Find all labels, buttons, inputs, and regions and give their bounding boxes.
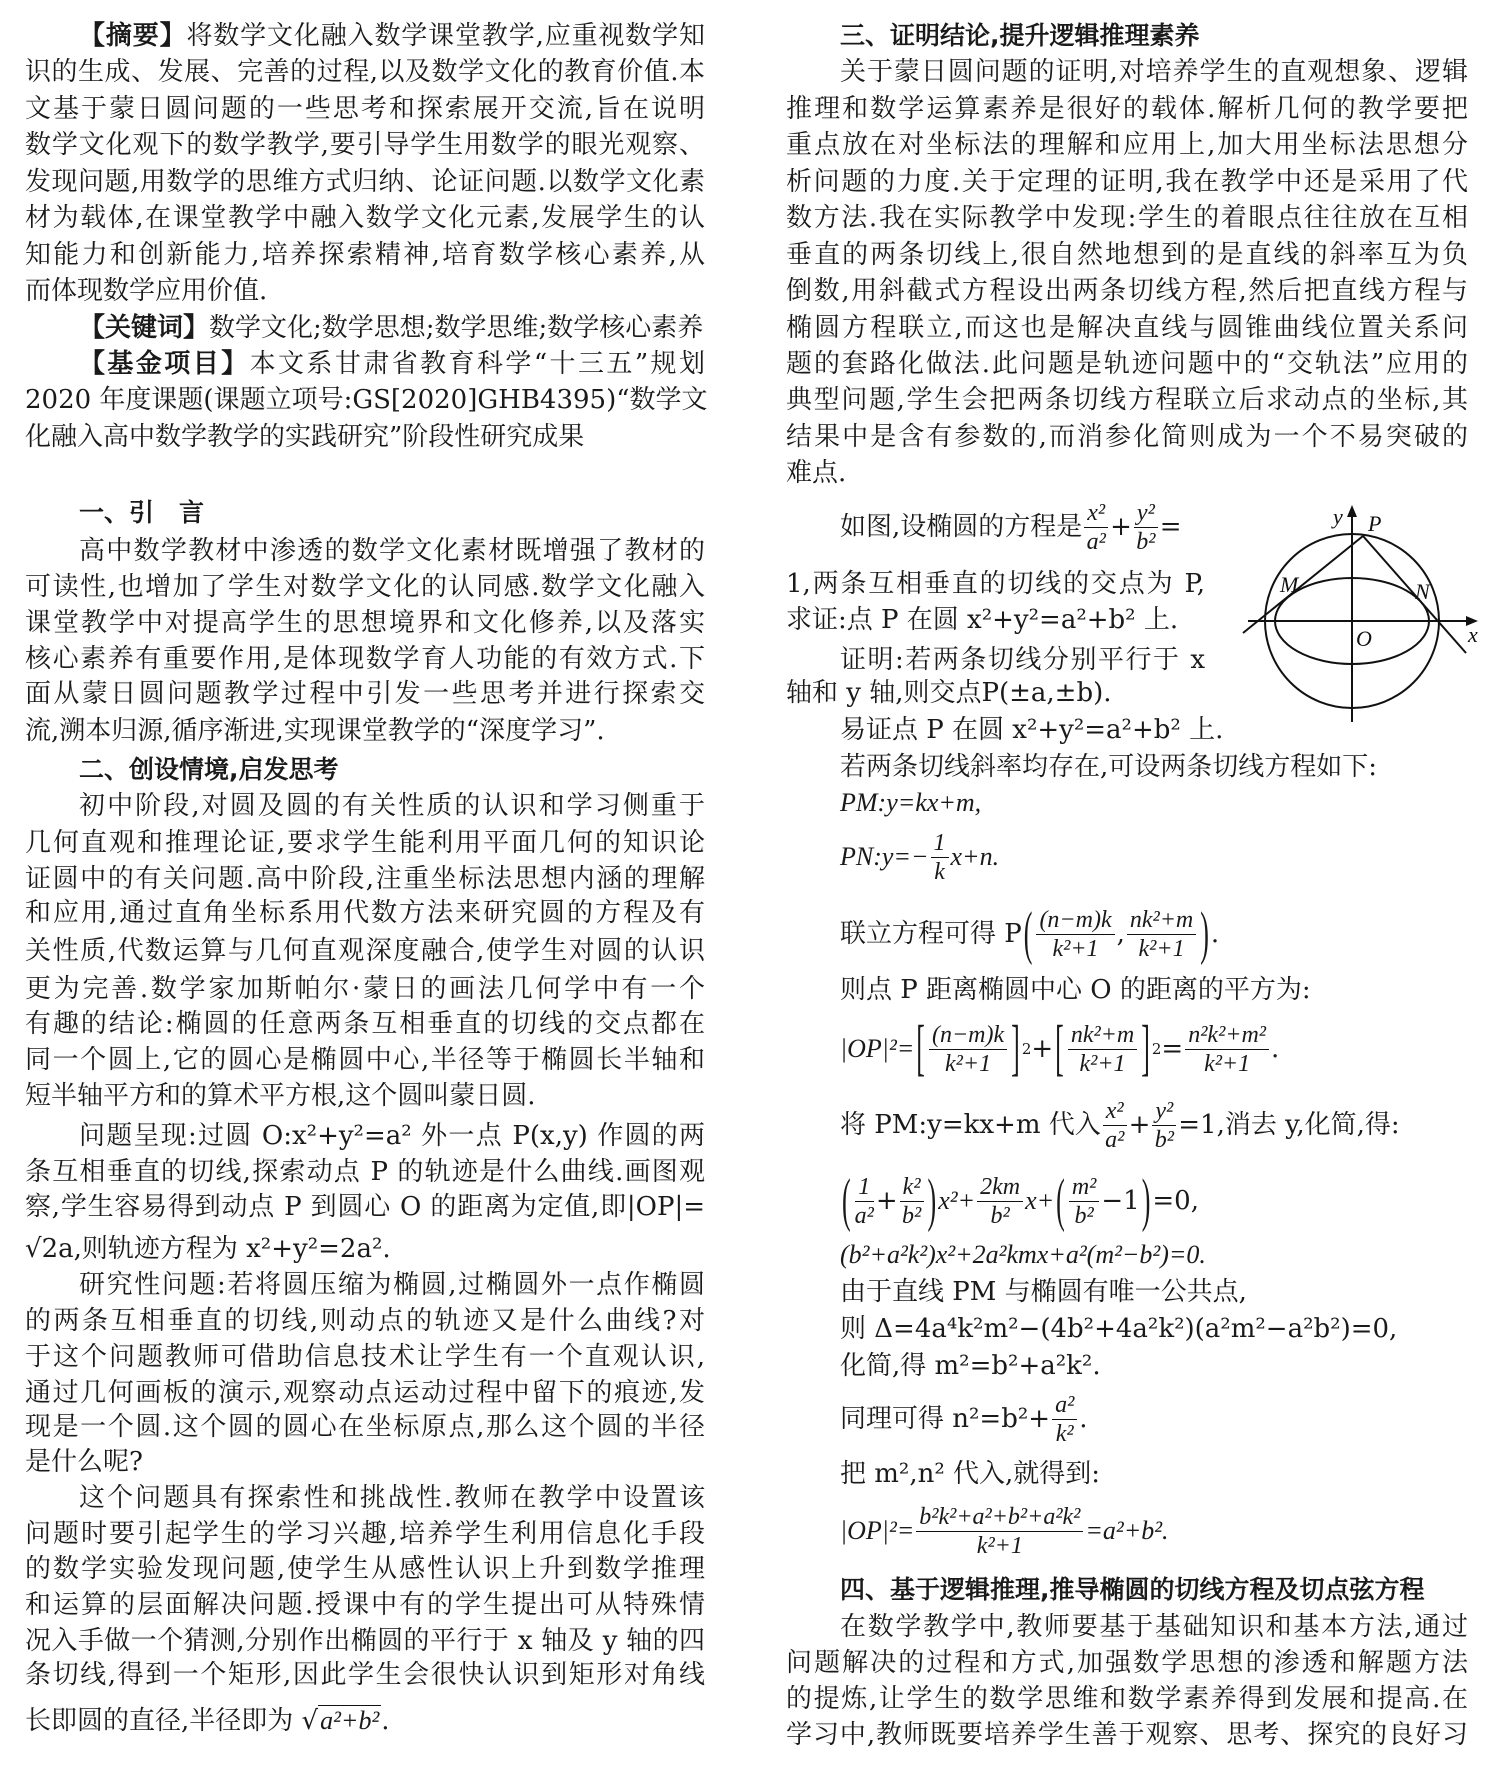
text-line: 条切线,得到一个矩形,因此学生会很快认识到矩形对角线	[25, 1660, 705, 1690]
text-line: 典型问题,学生会把两条切线方程联立后求动点的坐标,其	[786, 385, 1468, 415]
fund-line: 2020 年度课题(课题立项号:GS[2020]GHB4395)“数学文	[25, 385, 708, 415]
text-line: 求证:点 P 在圆 x²+y²=a²+b² 上.	[786, 605, 1179, 635]
fraction: nk²+m k²+1	[1127, 906, 1196, 963]
text-line: 的提炼,让学生的数学思维和数学素养得到发展和提高.在	[786, 1684, 1468, 1714]
text-line: 察,学生容易得到动点 P 到圆心 O 的距离为定值,即|OP|=	[25, 1192, 705, 1222]
text-line: 面从蒙日圆问题教学过程中引发一些思考并进行探索交	[25, 679, 705, 709]
text-line: 高中数学教材中渗透的数学文化素材既增强了教材的	[79, 536, 705, 566]
abstract-line: 数学文化观下的数学教学,要引导学生用数学的眼光观察、	[25, 130, 705, 160]
text-line: 倒数,用斜截式方程设出两条切线方程,然后把直线方程与	[786, 276, 1468, 306]
section-heading-3: 三、证明结论,提升逻辑推理素养	[840, 21, 1200, 50]
label-n: N	[1415, 579, 1430, 604]
text-line: 初中阶段,对圆及圆的有关性质的认识和学习侧重于	[79, 791, 705, 821]
keywords-label: 【关键词】	[79, 313, 210, 343]
text-line: 重点放在对坐标法的理解和应用上,加大用坐标法思想分	[786, 130, 1468, 160]
fraction: nk²+m k²+1	[1068, 1021, 1137, 1078]
text-line: 况入手做一个猜测,分别作出椭圆的平行于 x 轴及 y 轴的四	[25, 1626, 705, 1656]
fraction: $\frac{\text{n²k²+m²}}{\text{k²+1}}$	[1185, 1021, 1269, 1078]
text-line: 的两条互相垂直的切线,则动点的轨迹又是什么曲线?对	[25, 1306, 705, 1336]
fraction: 1 a²	[854, 1173, 874, 1229]
formula-line: 同理可得 n²=b²+ $\frac{\text{a²}}{\text{k²}}$ .	[840, 1391, 1088, 1447]
fraction: (n−m)k k²+1	[929, 1021, 1007, 1078]
fraction: $\frac{2km}{\text{b²}}$	[977, 1173, 1023, 1230]
formula-line: |OP|²= [ (n−m)k k²+1 ] 2 + [ nk²+m k²+1 ] 2 = $\frac{\text{n²k²+m²}}{\text{k²+1}}$ .	[840, 1013, 1280, 1083]
text-line: 是什么呢?	[25, 1447, 143, 1477]
text-line: 由于直线 PM 与椭圆有唯一公共点,	[840, 1277, 1247, 1307]
text-line: 流,溯本归源,循序渐进,实现课堂教学的“深度学习”.	[25, 716, 605, 746]
text-line: 问题解决的过程和方式,加强数学思想的渗透和解题方法	[786, 1648, 1468, 1678]
fund-line: 化融入高中数学教学的实践研究”阶段性研究成果	[25, 422, 585, 452]
text-line: 更为完善.数学家加斯帕尔·蒙日的画法几何学中有一个	[25, 974, 705, 1004]
text-line: 结果中是含有参数的,而消参化简则成为一个不易突破的	[786, 422, 1468, 452]
fraction: $\frac{\text{b²k²+a²+b²+a²k²}}{\text{k²+1}}$	[916, 1503, 1083, 1560]
fund-line: 【基金项目】本文系甘肃省教育科学“十三五”规划	[79, 349, 705, 379]
fraction: x² a²	[1084, 499, 1108, 556]
text-line: 有趣的结论:椭圆的任意两条互相垂直的切线的交点都在	[25, 1009, 705, 1039]
text-line: 问题时要引起学生的学习兴趣,培养学生利用信息化手段	[25, 1519, 705, 1549]
text-line: 课堂教学中对提高学生的思想境界和文化修养,以及落实	[25, 608, 705, 638]
formula-line: PM:y=kx+m,	[840, 788, 982, 817]
text-line: 则点 P 距离椭圆中心 O 的距离的平方为:	[840, 975, 1311, 1005]
text-line: 现是一个圆.这个圆的圆心在坐标原点,那么这个圆的半径	[25, 1412, 705, 1442]
abstract-line: 知能力和创新能力,培养探索精神,培育数学核心素养,从	[25, 240, 705, 270]
text-line: 易证点 P 在圆 x²+y²=a²+b² 上.	[840, 715, 1224, 745]
text-line: √2a,则轨迹方程为 x²+y²=2a².	[25, 1234, 391, 1264]
formula-line: 将 PM:y=kx+m 代入 x² a² + $\frac{\text{y²}}{\text{b²}}$ =1,消去 y,化简,得:	[840, 1097, 1400, 1153]
label-p: P	[1368, 511, 1382, 536]
text-line: 析问题的力度.关于定理的证明,我在教学中还是采用了代	[786, 167, 1468, 197]
abstract-line: 而体现数学应用价值.	[25, 276, 268, 306]
abstract-line: 【摘要】将数学文化融入数学课堂教学,应重视数学知	[79, 21, 705, 51]
text-line: 短半轴平方和的算术平方根,这个圆叫蒙日圆.	[25, 1081, 536, 1111]
formula-line: |OP|²= $\frac{\text{b²k²+a²+b²+a²k²}}{\text{k²+1}}$ =a²+b².	[840, 1503, 1169, 1559]
tangent-line-pm	[1243, 536, 1363, 633]
fraction: $\frac{\text{a²}}{\text{k²}}$	[1052, 1391, 1077, 1448]
fraction: (n−m)k k²+1	[1036, 906, 1114, 963]
text-line: 同一个圆上,它的圆心是椭圆中心,半径等于椭圆长半轴和	[25, 1045, 705, 1075]
text-line: 椭圆方程联立,而这也是解决直线与圆锥曲线位置关系问	[786, 313, 1468, 343]
text-line: 问题呈现:过圆 O:x²+y²=a² 外一点 P(x,y) 作圆的两	[79, 1121, 705, 1151]
fraction: $\frac{\text{y²}}{\text{b²}}$	[1134, 499, 1158, 556]
text-line: 核心素养有重要作用,是体现数学育人功能的有效方式.下	[25, 644, 705, 674]
keywords	[25, 310, 705, 346]
label-o: O	[1356, 626, 1372, 651]
text-line: 推理和数学运算素养是很好的载体.解析几何的教学要把	[786, 94, 1468, 124]
keywords-text: 数学文化;数学思想;数学思维;数学核心素养	[209, 313, 704, 343]
text-line: 于这个问题教师可借助信息技术让学生有一个直观认识,	[25, 1342, 705, 1372]
abstract-line: 识的生成、发展、完善的过程,以及数学文化的教育价值.本	[25, 57, 705, 87]
text-line: 关于蒙日圆问题的证明,对培养学生的直观想象、逻辑	[840, 57, 1468, 87]
section-heading-1: 一、引 言	[79, 498, 205, 527]
label-m: M	[1280, 572, 1299, 597]
formula-line: 联立方程可得 P ( (n−m)k k²+1 , nk²+m k²+1 ) .	[840, 899, 1220, 967]
text-line: 通过几何画板的演示,观察动点运动过程中留下的痕迹,发	[25, 1378, 705, 1408]
text-line: 长即圆的直径,半径即为 √a²+b².	[25, 1706, 390, 1736]
fraction: x² a²	[1103, 1097, 1127, 1154]
text-line: 1,两条互相垂直的切线的交点为 P,	[786, 569, 1205, 599]
text-line: 若两条切线斜率均存在,可设两条切线方程如下:	[840, 752, 1378, 782]
label-x: x	[1468, 622, 1478, 647]
text-line: 关性质,代数运算与几何直观深度融合,使学生对圆的认识	[25, 936, 705, 966]
section-heading-2: 二、创设情境,启发思考	[79, 755, 339, 784]
text-line: 可读性,也增加了学生对数学文化的认同感.数学文化融入	[25, 572, 705, 602]
formula-line: ( 1 a² + $\frac{\text{k²}}{\text{b²}}$ ) x²+ $\frac{2km}{\text{b²}}$ x+ ( m² b² −1 ) =0,	[842, 1166, 1199, 1234]
formula-line: 化简,得 m²=b²+a²k².	[840, 1351, 1101, 1381]
text-line: 难点.	[786, 458, 847, 488]
formula-line: PN:y=− $\frac{1}{k}$ x+n.	[840, 829, 1000, 885]
fraction: $\frac{\text{y²}}{\text{b²}}$	[1152, 1097, 1176, 1154]
formula-line: (b²+a²k²)x²+2a²kmx+a²(m²−b²)=0.	[840, 1240, 1206, 1269]
text-line: 学习中,教师既要培养学生善于观察、思考、探究的良好习	[786, 1720, 1468, 1750]
text-line: 数方法.我在实际教学中发现:学生的着眼点往往放在互相	[786, 203, 1468, 233]
monge-circle-figure	[1230, 500, 1480, 740]
formula-line: 则 Δ=4a⁴k²m²−(4b²+4a²k²)(a²m²−a²b²)=0,	[840, 1314, 1398, 1344]
label-y: y	[1333, 504, 1343, 529]
abstract-line: 发现问题,用数学的思维方式归纳、论证问题.以数学文化素	[25, 167, 705, 197]
text-line: 证圆中的有关问题.高中阶段,注重坐标法思想内涵的理解	[25, 864, 705, 894]
text-line: 几何直观和推理论证,要求学生能利用平面几何的知识论	[25, 828, 705, 858]
text-line: 和应用,通过直角坐标系用代数方法来研究圆的方程及有	[25, 898, 705, 928]
abstract-line: 材为载体,在课堂教学中融入数学文化元素,发展学生的认	[25, 203, 705, 233]
text-line: 研究性问题:若将圆压缩为椭圆,过椭圆外一点作椭圆	[79, 1270, 705, 1300]
y-axis-arrow-icon	[1347, 505, 1357, 517]
fraction: $\frac{1}{k}$	[931, 829, 949, 886]
section-heading-4: 四、基于逻辑推理,推导椭圆的切线方程及切点弦方程	[840, 1575, 1425, 1604]
text-line: 垂直的两条切线上,很自然地想到的是直线的斜率互为负	[786, 240, 1468, 270]
fund-label: 【基金项目】	[79, 349, 250, 379]
abstract-line: 文基于蒙日圆问题的一些思考和探索展开交流,旨在说明	[25, 94, 705, 124]
fraction: $\frac{\text{k²}}{\text{b²}}$	[900, 1173, 924, 1230]
text-line: 和运算的层面解决问题.授课中有的学生提出可从特殊情	[25, 1590, 705, 1620]
text-line: 轴和 y 轴,则交点P(±a,±b).	[786, 678, 1112, 708]
text-line: 在数学教学中,教师要基于基础知识和基本方法,通过	[840, 1612, 1468, 1642]
formula-line: 如图,设椭圆的方程是 x² a² + $\frac{\text{y²}}{\text{b²}}$ =	[840, 499, 1182, 555]
text-line: 条互相垂直的切线,探索动点 P 的轨迹是什么曲线.画图观	[25, 1157, 705, 1187]
text-line: 把 m²,n² 代入,就得到:	[840, 1459, 1101, 1489]
radicand: a²+b²	[320, 1706, 380, 1735]
text-line: 证明:若两条切线分别平行于 x	[840, 645, 1205, 675]
text-line: 的数学实验发现问题,使学生从感性认识上升到数学推理	[25, 1554, 705, 1584]
text-line: 这个问题具有探索性和挑战性.教师在教学中设置该	[79, 1483, 705, 1513]
fraction: m² b²	[1069, 1173, 1100, 1230]
abstract-label: 【摘要】	[79, 21, 187, 51]
text-line: 题的套路化做法.此问题是轨迹问题中的“交轨法”应用的	[786, 349, 1468, 379]
